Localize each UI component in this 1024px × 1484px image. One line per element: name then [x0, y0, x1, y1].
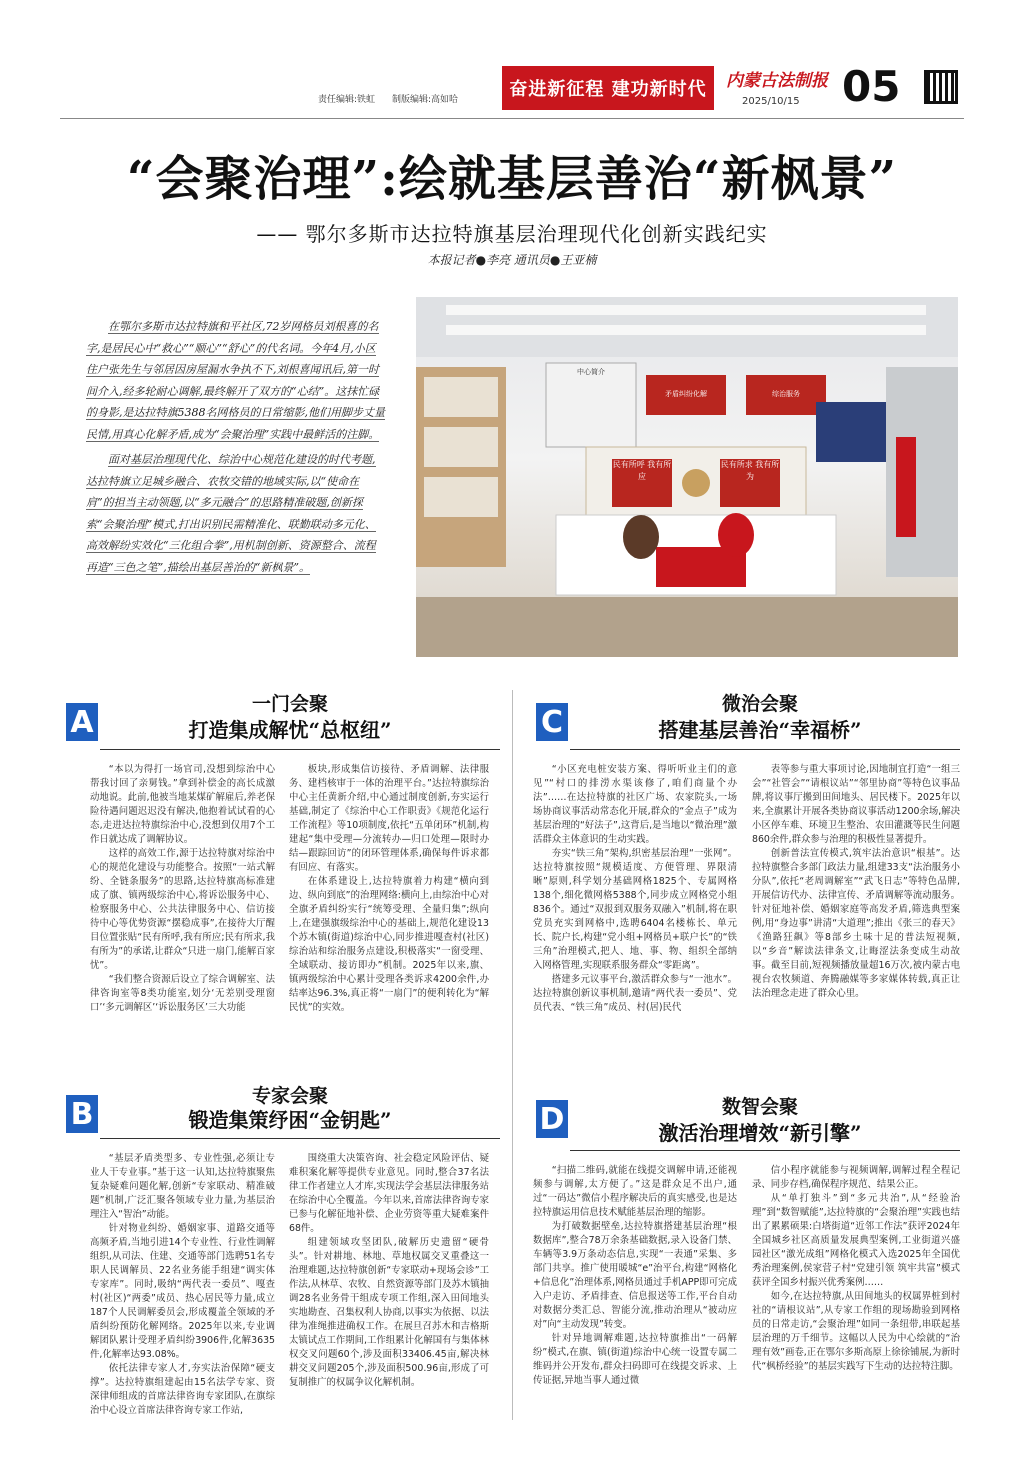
intro-text: [86, 316, 386, 656]
section-d-subtitle: 激活治理增效“新引擎”: [658, 1121, 862, 1145]
intro-paragraph: 面对基层治理现代化、综治中心规范化建设的时代考题,达拉特旗立足城乡融合、农牧交错的地域实际,以“使命在肩”的担当主动领题,以“多元融合”的思路精准破题,创新探索“会聚治理”模式,打出识别民需精准化、联勤联动多元化、高效解纷实效化“三化组合拳”,用机制创新、资源整合、流程再造“三色之笔”,描绘出基层善治的“新枫景”。: [86, 453, 376, 574]
section-a-badge: A: [66, 703, 98, 741]
slogan-banner: 奋进新征程 建功新时代: [502, 66, 714, 110]
editor-credit: 责任编辑:铁虹: [318, 95, 376, 105]
page-title: “会聚治理”:绘就基层善治“新枫景”: [126, 151, 898, 207]
section-a-rule: [100, 749, 500, 750]
page-number: 05: [842, 62, 901, 111]
section-c-column-1: “小区充电桩安装方案、得听听业主们的意见”“村口的排涝水渠该修了,咱们商量个办法”……在达拉特旗的社区广场、农家院头,一场场协商议事活动常态化开展,群众的“金点子”成为基层治理的“好法子”,这背后,是当地以“微治理”激活群众主体意识的生动实践。 夯实“铁三角”架构,织密基层治理“一张网”。达拉特旗按照“规模适度、方便管理、界限清晰”原则,科学划分基础网格1825个、专属网格138个,细化微网格5388个,同步成立网格党小组836个。通过“双报到双服务双融入”机制,将在职党员充实到网格中,选聘6404名楼栋长、单元长、院户长,构建“党小组+网格员+联户长”的“铁三角”治理模式,把人、地、事、物、组织全部纳入网格管理,实现联系服务群众“零距离”。 搭建多元议事平台,激活群众参与“一池水”。达拉特旗创新议事机制,邀请“两代表一委员”、党员代表、“铁三角”成员、村(居)民代: [533, 764, 737, 1013]
wall-board-label: 中心简介: [577, 368, 605, 376]
issue-date: 2025/10/15: [742, 96, 800, 107]
paper-name: 内蒙古法制报: [726, 71, 828, 91]
page-subtitle: —— 鄂尔多斯市达拉特旗基层治理现代化创新实践纪实: [256, 222, 768, 246]
byline: 本报记者●李亮 通讯员●王亚楠: [427, 253, 597, 267]
section-d-rule: [570, 1150, 960, 1151]
wall-sign-left: 矛盾纠纷化解: [665, 390, 707, 398]
header-divider: [60, 118, 964, 119]
section-c-column-2: 表等参与重大事项讨论,因地制宜打造“一组三会”“社管会”“请根议站”“邻里协商”等特色议事品牌,将议事厅搬到田间地头、居民楼下。2025年以来,全旗累计开展各类协商议事活动1200余场,解决小区停车难、环境卫生整治、农田灌溉等民生问题860余件,群众参与治理的积极性显著提升。 创新普法宣传模式,筑牢法治意识“根基”。达拉特旗整合多部门政法力量,组建33支“法治服务小分队”,依托“老周调解室”“武飞日志”等特色品牌,开展信访代办、法律宣传、矛盾调解等流动服务。针对征地补偿、婚姻家庭等高发矛盾,筛选典型案例,用“身边事”讲清“大道理”;推出《张三的春天》《渔路狂飙》等8部乡土味十足的普法短视频,以“乡音”解读法律条文,让晦涩法条变成生动故事。截至目前,短视频播放量超16万次,被内蒙古电视台农牧频道、奔腾融媒等多家媒体转载,真正让法治理念走进了群众心里。: [752, 764, 960, 999]
section-c-rule: [570, 749, 960, 750]
counter-sign-right: 民有所求 我有所为: [720, 460, 780, 481]
section-b-title: 专家会聚: [251, 1085, 328, 1107]
qr-code-icon: [924, 70, 958, 104]
section-a-column-2: 板块,形成集信访接待、矛盾调解、法律服务、建档核审于一体的治理平台。”达拉特旗综治中心主任黄新介绍,中心通过制度创新,夯实运行基础,制定了《综治中心工作职责》《规范化运行工作流程》等10项制度,依托“五单闭环”机制,构建起“集中受理—分流转办—归口处理—限时办结—跟踪回访”的闭环管理体系,确保每件诉求都有回应、有落实。 在体系建设上,达拉特旗着力构建“横向到边、纵向到底”的治理网络:横向上,由综治中心对全旗矛盾纠纷实行“统筹受理、全量归集”;纵向上,在建强旗级综治中心的基础上,规范化建设13个苏木镇(街道)综治中心,同步推进嘎查村(社区)综治站和综治服务点建设,积极落实“一窗受理、全域联动、接访即办”机制。2025年以来,旗、镇两级综治中心累计受理各类诉求4200余件,办结率达96.3%,真正将“一扇门”的便利转化为“解民忧”的实效。: [289, 764, 489, 1013]
service-center-photo: [416, 297, 958, 657]
wall-sign-right: 综治服务: [772, 390, 800, 398]
section-b-badge: B: [66, 1095, 98, 1133]
section-b-column-1: “基层矛盾类型多、专业性强,必须让专业人干专业事。”基于这一认知,达拉特旗聚焦复杂疑难问题化解,创新“专家联动、精准破题”机制,广泛汇聚各领域专业力量,为基层治理注入“智治”动能。 针对物业纠纷、婚姻家事、道路交通等高频矛盾,当地引进14个专业性、行业性调解组织,从司法、住建、交通等部门选聘51名专职人民调解员、22名业务能手组建“调实体专家库”。同时,吸纳“两代表一委员”、嘎查村(社区)“两委”成员、热心居民等力量,成立187个人民调解委员会,形成覆盖全领域的矛盾纠纷预防化解网络。2025年以来,专业调解团队累计受理矛盾纠纷3906件,化解3635件,化解率达93.08%。 依托法律专家人才,夯实法治保障“硬支撑”。达拉特旗组建起由15名法学专家、资深律师组成的首席法律咨询专家团队,在旗综治中心设立首席法律咨询专家工作站,: [90, 1153, 275, 1416]
section-c-subtitle: 搭建基层善治“幸福桥”: [658, 718, 862, 742]
section-d-badge: D: [536, 1100, 568, 1138]
section-c-title: 微治会聚: [721, 693, 798, 715]
section-b-rule: [100, 1138, 500, 1139]
intro-paragraph: 在鄂尔多斯市达拉特旗和平社区,72岁网格员刘根喜的名字,是居民心中“救心”“顺心”“舒心”的代名词。今年4月,小区住户张先生与邻居因房屋漏水争执不下,刘根喜闻讯后,第一时间介入,经多轮耐心调解,最终解开了双方的“心结”。这抹忙碌的身影,是达拉特旗5388名网格员的日常缩影,他们用脚步丈量民情,用真心化解矛盾,成为“会聚治理”实践中最鲜活的注脚。: [86, 320, 385, 441]
section-b-column-2: 围绕重大决策咨询、社会稳定风险评估、疑难积案化解等提供专业意见。同时,整合37名法律工作者建立人才库,实现法学会基层法律服务站在综治中心全覆盖。今年以来,首席法律咨询专家已参与化解征地补偿、企业劳资等重大疑难案件68件。 组建领域攻坚团队,破解历史遗留“硬骨头”。针对耕地、林地、草地权属交叉重叠这一治理难题,达拉特旗创新“专家联动+现场会诊”工作法,从林草、农牧、自然资源等部门及苏木镇抽调28名业务骨干组成专项工作组,深入田间地头实地勘查、召集权利人协商,以事实为依据、以法律为准绳推进确权工作。在展旦召苏木和吉格斯太镇试点工作期间,工作组累计化解国有与集体林权交叉问题60个,涉及面积33406.45亩,解决林耕交叉问题205个,涉及面积500.96亩,形成了可复制推广的权属争议化解机制。: [289, 1153, 489, 1388]
section-d-column-2: 信小程序就能参与视频调解,调解过程全程记录、同步存档,确保程序规范、结果公正。 从“单打独斗”到“多元共治”,从“经验治理”到“数智赋能”,达拉特旗的“会聚治理”实践也结出了累累硕果:白塔街道“近邻工作法”获评2024年全国城乡社区高质量发展典型案例,工业街道兴盛园社区“激光成组”网格化模式入选2025年全国优秀治理案例,侯家营子村“党建引领 筑牢共富”模式获评全国乡村振兴优秀案例…… 如今,在达拉特旗,从田间地头的权属界桩到村社的“请根议站”,从专家工作组的现场勘验到网格员的日常走访,“会聚治理”如同一条纽带,串联起基层治理的万千细节。这幅以人民为中心绘就的“治理有效”画卷,正在鄂尔多斯高原上徐徐铺展,为新时代“枫桥经验”的基层实践写下生动的达拉特注脚。: [752, 1165, 960, 1372]
photo-illustration: [416, 297, 958, 657]
section-a-title: 一门会聚: [251, 693, 328, 715]
section-c-badge: C: [536, 703, 568, 741]
section-d-column-1: “扫描二维码,就能在线提交调解申请,还能视频参与调解,太方便了。”这是群众足不出户,通过“一码达”微信小程序解决后的真实感受,也是达拉特旗运用信息技术赋能基层治理的缩影。 为打破数据壁垒,达拉特旗搭建基层治理“根数据库”,整合78万余条基础数据,录入设备门禁、车辆等3.9万条动态信息,实现“一表通”采集、多部门共享。推广使用暖城“e”治平台,构建“网格化+信息化”治理体系,网格员通过手机APP即可完成入户走访、矛盾排查、信息报送等工作,平台自动对数据分类汇总、智能分流,推动治理从“被动应对”向“主动发现”转变。 针对异地调解难题,达拉特旗推出“一码解纷”模式,在旗、镇(街道)综治中心统一设置专属二维码并公开发布,群众扫码即可在线提交诉求、上传证据,异地当事人通过微: [533, 1165, 737, 1386]
section-d-title: 数智会聚: [721, 1096, 798, 1118]
section-a-column-1: “本以为得打一场官司,没想到综治中心帮我讨回了亲舅钱。”拿到补偿金的高长成激动地说。此前,他被当地某煤矿解雇后,养老保险待遇问题迟迟没有解决,他抱着试试看的心态,走进达拉特旗综治中心,没想到仅用7个工作日就达成了调解协议。 这样的高效工作,源于达拉特旗对综治中心的规范化建设与功能整合。按照“一站式解纷、全链条服务”的思路,达拉特旗高标准建成了旗、镇两级综治中心,将诉讼服务中心、检察服务中心、公共法律服务中心、信访接待中心等优势资源“摆稳成事”,在接待大厅醒目位置张贴“民有所呼,我有所应;民有所求,我有所为”的承诺,让群众“只进一扇门,能解百家忧”。 “我们整合资源后设立了综合调解室、法律咨询室等8类功能室,划分‘无差别受理窗口’‘多元调解区’‘诉讼服务区’三大功能: [90, 764, 275, 1013]
counter-sign-left: 民有所呼 我有所应: [612, 460, 672, 481]
designer-credit: 制版编辑:高如哈: [392, 95, 459, 105]
section-b-subtitle: 锻造集策纾困“金钥匙”: [188, 1108, 392, 1132]
column-divider: [512, 690, 513, 1420]
section-a-subtitle: 打造集成解忧“总枢纽”: [188, 718, 392, 742]
